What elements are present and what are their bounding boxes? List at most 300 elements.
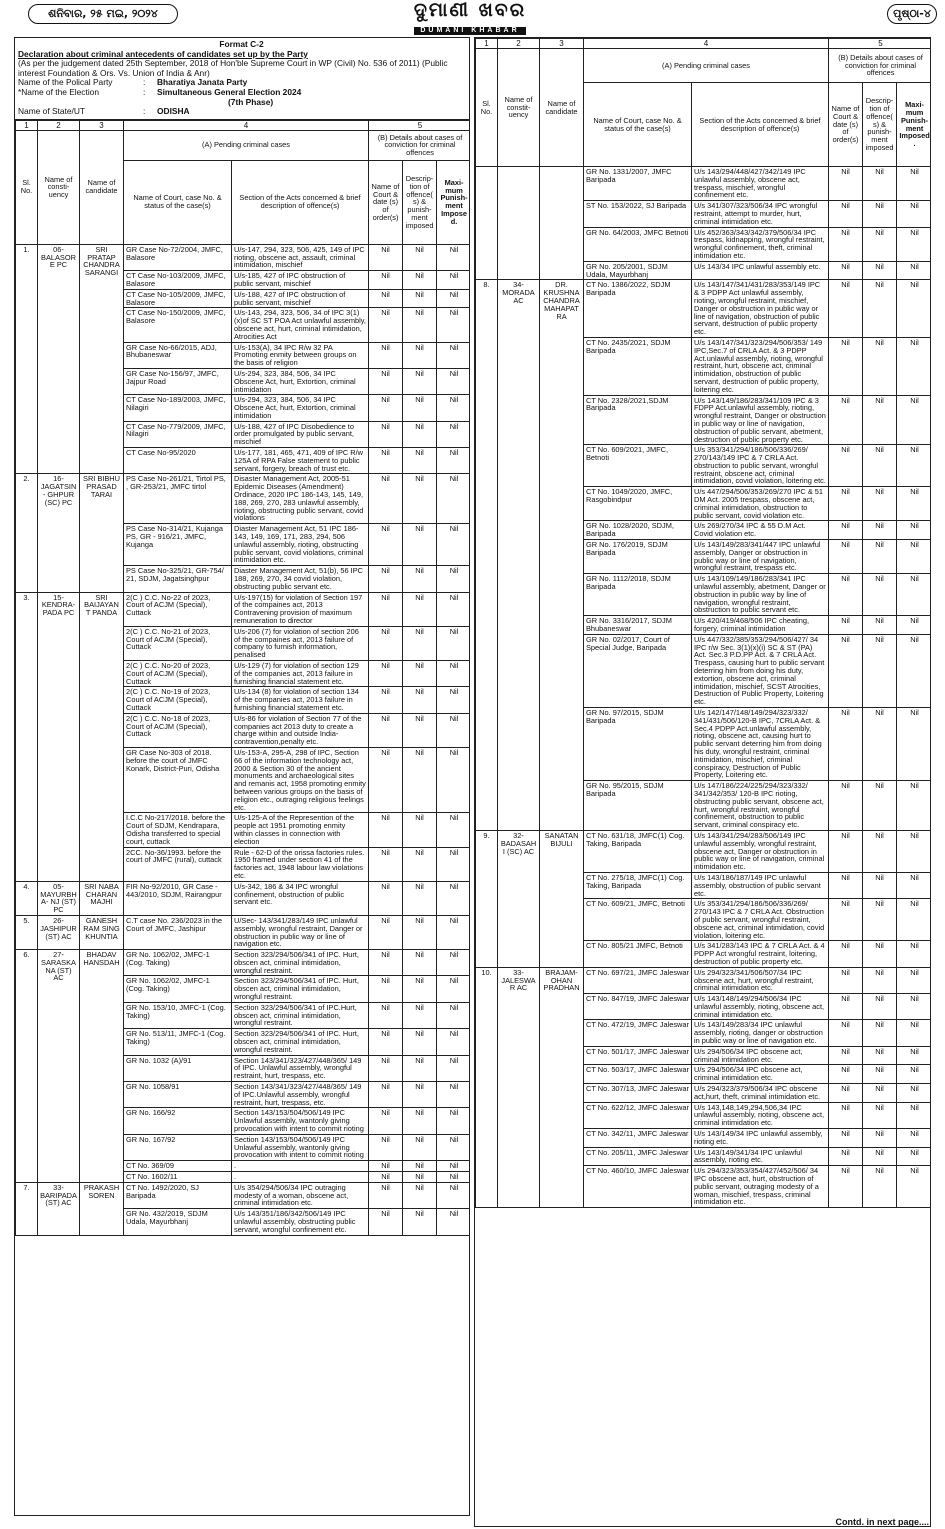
conviction-court: Nil	[369, 474, 403, 524]
conviction-description: Nil	[403, 747, 437, 812]
court-case: GR No. 1032 (A)/91	[124, 1055, 232, 1081]
court-case: 2(C ) C.C. No-20 of 2023, Court of ACJM (Special), Cuttack	[124, 661, 232, 687]
offence-section: U/s 143/294/448/427/342/149 IPC unlawful assembly, obscene act, trespass, mischief, wrongful confinement etc.	[692, 167, 829, 201]
max-punishment: Nil	[437, 308, 470, 342]
court-case: CT Case No-189/2003, JMFC, Nilagiri	[124, 395, 232, 421]
conviction-description: Nil	[403, 448, 437, 474]
conviction-description: Nil	[863, 1065, 897, 1084]
judgement-note: (As per the judgement dated 25th September, 2018 of Hon'ble Supreme Court in WP (Civil) No. 536 of 2011) (Public interest Foundation & Ors. Vs. Union of India & Anr)	[18, 58, 448, 78]
conviction-court: Nil	[369, 1209, 403, 1235]
max-punishment: Nil	[897, 1084, 931, 1103]
max-punishment: Nil	[437, 1182, 470, 1208]
serial-number: 6.	[16, 950, 38, 1183]
court-case: 2(C ) C.C. No-21 of 2023, Court of ACJM (Special), Cuttack	[124, 626, 232, 660]
court-case: CT No. 1602/11	[124, 1172, 232, 1183]
max-punishment: Nil	[897, 616, 931, 635]
max-punishment: Nil	[437, 747, 470, 812]
offence-section: U/s-153-A, 295-A, 298 of IPC, Section 66 of the information technology act, 2000 & Section 30 of the ancient monuments and archaeological sites and remanis act, 1958 promoting enmity between various groups on the basis of religion etc., outraging religious feelings etc.	[232, 747, 369, 812]
conviction-court: Nil	[829, 261, 863, 280]
form-header	[15, 38, 469, 120]
max-punishment: Nil	[897, 1046, 931, 1065]
conviction-court: Nil	[829, 1129, 863, 1148]
offence-section: U/s-342, 186 & 34 IPC wrongful confinement, obstruction of public servant etc.	[232, 881, 369, 915]
max-punishment: Nil	[897, 1065, 931, 1084]
conviction-court: Nil	[829, 521, 863, 540]
max-punishment: Nil	[437, 881, 470, 915]
candidate-name: SRI PRATAP CHANDRA SARANGI	[80, 244, 124, 474]
serial-number	[476, 167, 498, 280]
conviction-description: Nil	[863, 574, 897, 616]
party-colon: :	[143, 77, 146, 88]
offence-section: U/s 269/270/34 IPC & 55 D.M Act. Covid violation etc.	[692, 521, 829, 540]
offence-section: U/s 420/419/468/506 IPC cheating, forgery, criminal intimidation	[692, 616, 829, 635]
offence-section: U/s 143/147/341/431/283/353/149 IPC & 3 PDPP Act unlawful assembly, rioting, wrongful restraint, mischief, Danger or obstruction in public way or line of navigation, obstruction of public servant, destruction of public property etc.	[692, 280, 829, 338]
candidate-name: SANATAN BIJULI	[540, 830, 584, 967]
col-num: 3	[540, 39, 584, 49]
court-case: 2(C ) C.C. No-22 of 2023, Court of ACJM (Special), Cuttack	[124, 592, 232, 626]
header-constituency: Name of consti- uency	[38, 130, 80, 244]
col-num: 1	[476, 39, 498, 49]
conviction-description: Nil	[863, 487, 897, 521]
conviction-court: Nil	[829, 1147, 863, 1166]
max-punishment: Nil	[437, 1134, 470, 1160]
court-case: ST No. 153/2022, SJ Baripada	[584, 201, 692, 227]
offence-section: U/s-294, 323, 384, 506, 34 IPC Obscene Act, hurt, Extortion, criminal intimidation	[232, 395, 369, 421]
conviction-court: Nil	[829, 899, 863, 941]
conviction-court: Nil	[829, 872, 863, 898]
court-case: CT No. 369/09	[124, 1161, 232, 1172]
max-punishment: Nil	[897, 941, 931, 967]
offence-section: U/s 294/323/341/506/507/34 IPC obscene act, hurt, wrongful restraint, criminal intimidation etc.	[692, 967, 829, 993]
court-case: GR No. 1062/02, JMFC-1 (Cog. Taking)	[124, 976, 232, 1002]
conviction-court: Nil	[369, 915, 403, 949]
header-slno: Sl. No.	[16, 130, 38, 244]
offence-section: Section 323/294/506/341 of IPC. Hurt, obscen act, criminal intimidation, wrongful restraint.	[232, 950, 369, 976]
conviction-court: Nil	[829, 1102, 863, 1128]
conviction-court: Nil	[369, 1182, 403, 1208]
newspaper-logo	[310, 0, 630, 34]
conviction-description: Nil	[403, 342, 437, 368]
column-number-row	[476, 39, 932, 49]
conviction-court: Nil	[829, 1166, 863, 1208]
court-case: CT Case No-779/2009, JMFC, Nilagiri	[124, 421, 232, 447]
serial-number: 4.	[16, 881, 38, 915]
conviction-description: Nil	[863, 1166, 897, 1208]
right-table-body	[476, 167, 932, 1208]
offence-section: U/s 143/149/34 IPC unlawful assembly, rioting etc.	[692, 1129, 829, 1148]
max-punishment: Nil	[897, 521, 931, 540]
conviction-description: Nil	[403, 368, 437, 394]
offence-section: U/s-185, 427 of IPC obstruction of public servant, mischief	[232, 271, 369, 290]
court-case: PS Case No-261/21, Tirtol PS, , GR-253/21, JMFC tirtol	[124, 474, 232, 524]
conviction-description: Nil	[403, 271, 437, 290]
offence-section: U/s-129 (7) for violation of section 129 of the companies act, 2013 failure in furnishing financial statement etc.	[232, 661, 369, 687]
left-column	[14, 37, 470, 1516]
conviction-description: Nil	[863, 1102, 897, 1128]
offence-section: .	[232, 1172, 369, 1183]
max-punishment: Nil	[437, 1055, 470, 1081]
offence-section: U/s 143/149/341/34 IPC unlawful assembly, rioting etc.	[692, 1147, 829, 1166]
conviction-court: Nil	[829, 967, 863, 993]
max-punishment: Nil	[437, 448, 470, 474]
max-punishment: Nil	[897, 395, 931, 445]
offence-section: U/s 294/323/353/354/427/452/506/ 34 IPC obscene act, hurt, obstruction of public servant, outraging modesty of a woman, mischief, trespass, criminal intimidation etc.	[692, 1166, 829, 1208]
max-punishment: Nil	[437, 813, 470, 847]
offence-section: Section 143/153/504/506/149 IPC Unlawful assembly, wantonly giving provocation with intent to commit rioting	[232, 1108, 369, 1134]
table-row	[476, 280, 932, 338]
court-case: GR No. 513/11, JMFC-1 (Cog. Taking)	[124, 1029, 232, 1055]
header-court: Name of Court, case No. & status of the case(s)	[124, 160, 232, 244]
max-punishment: Nil	[897, 540, 931, 574]
offence-section: U/s 143/149/283/34 IPC unlawful assembly, rioting, danger or obstruction in public way or line of navigation etc.	[692, 1020, 829, 1046]
max-punishment: Nil	[897, 872, 931, 898]
constituency-name: 34- MORADA AC	[498, 280, 540, 831]
constituency-name: 26- JASHIPUR (ST) AC	[38, 915, 80, 949]
max-punishment: Nil	[437, 1029, 470, 1055]
max-punishment: Nil	[437, 289, 470, 308]
max-punishment: Nil	[437, 1172, 470, 1183]
serial-number: 9.	[476, 830, 498, 967]
conviction-description: Nil	[403, 1108, 437, 1134]
conviction-court: Nil	[369, 566, 403, 592]
conviction-description: Nil	[403, 524, 437, 566]
table-row	[476, 167, 932, 201]
constituency-name: 33- BARIPADA (ST) AC	[38, 1182, 80, 1235]
court-case: C.T case No. 236/2023 in the Court of JMFC, Jashipur	[124, 915, 232, 949]
conviction-description: Nil	[403, 626, 437, 660]
offence-section: U/s 143/186/187/149 IPC unlawful assembly, obstruction of public servant etc.	[692, 872, 829, 898]
logo-subtitle: DUMANI KHABAR	[414, 27, 525, 35]
header-description: Descrip- tion of offence(s) & punish- ment imposed	[863, 83, 897, 167]
offence-section: Section 143/341/323/427/448/365/ 149 of IPC.Unlawful assembly, wrongful restraint, hurt, trespass, etc.	[232, 1082, 369, 1108]
offence-section: Disaster Management Act, 2005-51 Epidemic Diseases (Amendment) Ordinace, 2020 IPC 186-143, 145, 149, 188, 269, 270, 283 unlawful assembly, rioting, obstructing public servant, covid violations	[232, 474, 369, 524]
conviction-description: Nil	[403, 289, 437, 308]
conviction-court: Nil	[369, 881, 403, 915]
conviction-description: Nil	[403, 1161, 437, 1172]
conviction-description: Nil	[403, 713, 437, 747]
conviction-court: Nil	[829, 395, 863, 445]
serial-number: 1.	[16, 244, 38, 474]
court-case: CT No. 622/12, JMFC Jaleswar	[584, 1102, 692, 1128]
court-case: GR No. 1331/2007, JMFC Baripada	[584, 167, 692, 201]
col-num: 5	[829, 39, 931, 49]
table-row	[476, 967, 932, 993]
offence-section: U/s 143/148/149/294/506/34 IPC unlawful assembly, rioting, obscene act, criminal intimidation etc.	[692, 994, 829, 1020]
offence-section: U/s-294, 323, 384, 506, 34 IPC Obscene Act, hurt, Extortion, criminal intimidation	[232, 368, 369, 394]
court-case: 2CC. No-36/1993. before the court of JMFC (rural), cuttack	[124, 847, 232, 881]
conviction-court: Nil	[829, 167, 863, 201]
conviction-court: Nil	[369, 244, 403, 270]
conviction-court: Nil	[829, 781, 863, 831]
offence-section: Section 323/294/506/341 of IPC.Hurt, obscen act, criminal intimidation, wrongful restraint.	[232, 1002, 369, 1028]
max-punishment: Nil	[437, 271, 470, 290]
max-punishment: Nil	[437, 976, 470, 1002]
max-punishment: Nil	[437, 524, 470, 566]
offence-section: U/s-188, 427 of IPC obstruction of public servant, mischief	[232, 289, 369, 308]
offence-section: U/s-177, 181, 465, 471, 409 of IPC R/w 125A of RPA False statement to public servant, forgery, breach of trust etc.	[232, 448, 369, 474]
court-case: GR No. 02/2017, Court of Special Judge, Baripada	[584, 634, 692, 707]
court-case: GR No. 167/92	[124, 1134, 232, 1160]
max-punishment: Nil	[897, 708, 931, 781]
max-punishment: Nil	[437, 1108, 470, 1134]
masthead	[0, 0, 945, 34]
offence-section: U/s-153(A), 34 IPC R/w 32 PA Promoting enmity between groups on the basis of religion	[232, 342, 369, 368]
max-punishment: Nil	[437, 713, 470, 747]
conviction-court: Nil	[369, 713, 403, 747]
conviction-description: Nil	[403, 566, 437, 592]
constituency-name: 33- JALESWAR AC	[498, 967, 540, 1208]
offence-section: U/s-206 (7) for violation of section 206 of the compaines act, 2013 failure of company to furnish information, penalised	[232, 626, 369, 660]
candidate-name: SRI BIBHU PRASAD TARAI	[80, 474, 124, 592]
conviction-description: Nil	[403, 661, 437, 687]
max-punishment: Nil	[437, 661, 470, 687]
conviction-description: Nil	[863, 201, 897, 227]
court-case: GR No. 166/92	[124, 1108, 232, 1134]
conviction-court: Nil	[369, 813, 403, 847]
court-case: GR No. 1062/02, JMFC-1 (Cog. Taking)	[124, 950, 232, 976]
header-court: Name of Court, case No. & status of the case(s)	[584, 83, 692, 167]
conviction-court: Nil	[369, 976, 403, 1002]
left-table	[15, 120, 470, 1236]
constituency-name	[498, 167, 540, 280]
conviction-description: Nil	[863, 261, 897, 280]
court-case: CT Case No-150/2009, JMFC, Balasore	[124, 308, 232, 342]
state-colon: :	[143, 106, 146, 117]
offence-section: U/s-188, 427 of IPC Disobedience to order promulgated by public servant, mischief	[232, 421, 369, 447]
state-value: ODISHA	[157, 106, 190, 117]
constituency-name: 32- BADASAHI (SC) AC	[498, 830, 540, 967]
max-punishment: Nil	[437, 1002, 470, 1028]
max-punishment: Nil	[897, 574, 931, 616]
max-punishment: Nil	[897, 967, 931, 993]
court-case: CT No. 697/21, JMFC Jaleswar	[584, 967, 692, 993]
page-number: ପୃଷ୍ଠା-୪	[887, 4, 937, 24]
conviction-court: Nil	[369, 421, 403, 447]
offence-section: U/s 447/332/385/353/294/506/427/ 34 IPC r/w Sec. 3(1)(x)(i) SC & ST (PA) Act. Sec.3 P.D.PP Act. & 7 CRLA Act. Trespass, causing hurt to public servant deterring him from doing his duty, extortion, obscene act, criminal intimidation, mischief, SCST Atrocities, Destruction of Public Property, Loitering etc.	[692, 634, 829, 707]
header-pending: (A) Pending criminal cases	[584, 49, 829, 83]
court-case: CT Case No-95/2020	[124, 448, 232, 474]
conviction-description: Nil	[403, 395, 437, 421]
header-court-date: Name of Court & date (s) of order(s)	[369, 160, 403, 244]
conviction-court: Nil	[369, 524, 403, 566]
offence-section: Diaster Management Act, 51 IPC 186-143, 149, 169, 171, 283, 294, 506 unlawful assembly, rioting, obstructing public servant, covid violations, criminal intimidation etc.	[232, 524, 369, 566]
max-punishment: Nil	[437, 244, 470, 270]
conviction-court: Nil	[369, 1134, 403, 1160]
serial-number: 10.	[476, 967, 498, 1208]
conviction-description: Nil	[403, 421, 437, 447]
header-constituency: Name of constit- uency	[498, 49, 540, 167]
court-case: CT No. 1492/2020, SJ Baripada	[124, 1182, 232, 1208]
candidate-name: SRI NABA CHARAN MAJHI	[80, 881, 124, 915]
max-punishment: Nil	[437, 566, 470, 592]
conviction-court: Nil	[369, 1172, 403, 1183]
max-punishment: Nil	[897, 167, 931, 201]
table-row	[16, 950, 471, 976]
court-case: 2(C ) C.C. No-18 of 2023, Court of ACJM (Special), Cuttack	[124, 713, 232, 747]
court-case: CT No. 501/17, JMFC Jaleswar	[584, 1046, 692, 1065]
conviction-description: Nil	[863, 830, 897, 872]
offence-section: U/s 447/294/506/353/269/270 IPC & 51 DM Act. 2005 trespass, obscene act, criminal intimidation, obstruction to public servant, covid violation etc.	[692, 487, 829, 521]
offence-section: U/s 294/506/34 IPC obscene act, criminal intimidation etc.	[692, 1065, 829, 1084]
party-value: Bharatiya Janata Party	[157, 77, 248, 88]
header-section: Section of the Acts concerned & brief description of offence(s)	[232, 160, 369, 244]
header-conviction: (B) Details about cases of conviction for criminal offences	[369, 130, 470, 160]
conviction-description: Nil	[403, 1029, 437, 1055]
conviction-court: Nil	[369, 1055, 403, 1081]
court-case: CT Case No-105/2009, JMFC, Balasore	[124, 289, 232, 308]
continued-note: Contd. in next page....	[835, 1517, 929, 1527]
conviction-court: Nil	[829, 1065, 863, 1084]
court-case: GR No. 205/2001, SDJM Udala, Mayurbhanj	[584, 261, 692, 280]
conviction-description: Nil	[403, 1134, 437, 1160]
candidate-name: BRAJAM- OHAN PRADHAN	[540, 967, 584, 1208]
court-case: GR No. 95/2015, SDJM Baripada	[584, 781, 692, 831]
conviction-description: Nil	[403, 1182, 437, 1208]
table-row	[16, 244, 471, 270]
conviction-court: Nil	[829, 1046, 863, 1065]
conviction-description: Nil	[403, 1172, 437, 1183]
conviction-court: Nil	[829, 280, 863, 338]
left-table-header	[16, 120, 471, 244]
conviction-description: Nil	[863, 1020, 897, 1046]
max-punishment: Nil	[897, 227, 931, 261]
court-case: GR No. 1058/91	[124, 1082, 232, 1108]
conviction-court: Nil	[829, 201, 863, 227]
constituency-name: 16- JAGATSIN- GHPUR (SC) PC	[38, 474, 80, 592]
declaration-title: Declaration about criminal antecedents of candidates set up by the Party	[18, 48, 308, 59]
offence-section: U/s-134 (8) for violation of section 134 of the companies act, 2013 failure in furnishing financial statement etc.	[232, 687, 369, 713]
state-row	[18, 107, 465, 117]
candidate-name: BHADAV HANSDAH	[80, 950, 124, 1183]
conviction-description: Nil	[863, 1084, 897, 1103]
right-column	[474, 37, 931, 1527]
offence-section: Section 143/153/504/506/149 IPC Unlawful assembly, wantonly giving provocation with intent to commit rioting	[232, 1134, 369, 1160]
offence-section: U/s-143, 294, 323, 506, 34 of IPC 3(1)(x)of SC ST POA Act unlawful assembly, obscene act, hurt, criminal intimidation, Atrocities Act	[232, 308, 369, 342]
max-punishment: Nil	[897, 487, 931, 521]
conviction-court: Nil	[829, 445, 863, 487]
conviction-court: Nil	[369, 1029, 403, 1055]
court-case: I.C.C No-217/2018. before the Court of SDJM, Kendrapara, Odisha transferred to special court, cuttack	[124, 813, 232, 847]
court-case: GR No. 176/2019, SDJM Baripada	[584, 540, 692, 574]
conviction-court: Nil	[829, 941, 863, 967]
court-case: GR No. 97/2015, SDJM Baripada	[584, 708, 692, 781]
max-punishment: Nil	[437, 1209, 470, 1235]
max-punishment: Nil	[897, 994, 931, 1020]
max-punishment: Nil	[897, 1147, 931, 1166]
offence-section: U/s 294/506/34 IPC obscene act, criminal intimidation etc.	[692, 1046, 829, 1065]
conviction-description: Nil	[863, 941, 897, 967]
max-punishment: Nil	[437, 368, 470, 394]
court-case: CT No. 472/19, JMFC Jaleswar	[584, 1020, 692, 1046]
conviction-court: Nil	[369, 661, 403, 687]
max-punishment: Nil	[897, 1129, 931, 1148]
conviction-court: Nil	[369, 271, 403, 290]
conviction-court: Nil	[369, 395, 403, 421]
conviction-description: Nil	[863, 1129, 897, 1148]
header-max-punishment: Maxi- mum Punish- ment Imposed.	[897, 83, 931, 167]
max-punishment: Nil	[437, 847, 470, 881]
candidate-name: SRI BAIJAYANT PANDA	[80, 592, 124, 881]
max-punishment: Nil	[897, 261, 931, 280]
header-conviction: (B) Details about cases of conviction for criminal offences	[829, 49, 931, 83]
max-punishment: Nil	[897, 1166, 931, 1208]
conviction-court: Nil	[369, 1082, 403, 1108]
max-punishment: Nil	[437, 342, 470, 368]
table-row	[16, 915, 471, 949]
offence-section: U/s 354/294/506/34 IPC outraging modesty of a woman, obscene act, criminal intimidation etc.	[232, 1182, 369, 1208]
court-case: GR Case No-303 of 2018. before the court of JMFC Konark, District-Puri, Odisha	[124, 747, 232, 812]
conviction-description: Nil	[403, 976, 437, 1002]
col-num: 1	[16, 120, 38, 130]
header-pending: (A) Pending criminal cases	[124, 130, 369, 160]
max-punishment: Nil	[897, 337, 931, 395]
court-case: PS Case No-325/21, GR-754/ 21, SDJM, Jagatsinghpur	[124, 566, 232, 592]
court-case: CT No. 275/18, JMFC(1) Cog. Taking, Baripada	[584, 872, 692, 898]
court-case: CT No. 205/11, JMFC Jaleswar	[584, 1147, 692, 1166]
header-section: Section of the Acts concerned & brief description of offence(s)	[692, 83, 829, 167]
table-row	[16, 1182, 471, 1208]
court-case: GR No. 1112/2018, SDJM Baripada	[584, 574, 692, 616]
offence-section: U/s 353/341/294/186/506/336/269/ 270/143 IPC & 7 CRLA Act. Obstruction of public servant, wrongful restraint, obscene act, criminal intimidation, covid violation, loitering etc.	[692, 899, 829, 941]
conviction-description: Nil	[863, 395, 897, 445]
header-row-1	[16, 130, 471, 160]
offence-section: U/s 143/34 IPC unlawful assembly etc.	[692, 261, 829, 280]
logo-text: ଦୁମାଣୀ ଖବର	[413, 0, 527, 21]
max-punishment: Nil	[897, 899, 931, 941]
conviction-description: Nil	[403, 308, 437, 342]
court-case: CT No. 503/17, JMFC Jaleswar	[584, 1065, 692, 1084]
conviction-description: Nil	[863, 616, 897, 635]
offence-section: U/Sec- 143/341/283/149 IPC unlawful assembly, wrongful restraint, Danger or obstruction in public way or line of navigation etc.	[232, 915, 369, 949]
conviction-court: Nil	[369, 342, 403, 368]
offence-section: .	[232, 1161, 369, 1172]
candidate-name	[540, 167, 584, 280]
conviction-court: Nil	[829, 337, 863, 395]
court-case: CT No. 847/19, JMFC Jaleswar	[584, 994, 692, 1020]
table-row	[16, 881, 471, 915]
court-case: GR Case No-72/2004, JMFC, Balasore	[124, 244, 232, 270]
conviction-description: Nil	[863, 781, 897, 831]
header-row-1	[476, 49, 932, 83]
max-punishment: Nil	[437, 950, 470, 976]
conviction-description: Nil	[863, 967, 897, 993]
col-num: 2	[498, 39, 540, 49]
right-table	[475, 38, 931, 1208]
serial-number: 7.	[16, 1182, 38, 1235]
conviction-court: Nil	[369, 308, 403, 342]
offence-section: Rule - 62-D of the orissa factories rules. 1950 framed under section 41 of the factories act, 1948 labour law violations etc.	[232, 847, 369, 881]
serial-number: 5.	[16, 915, 38, 949]
right-table-header	[476, 39, 932, 167]
max-punishment: Nil	[897, 634, 931, 707]
conviction-description: Nil	[863, 540, 897, 574]
court-case: GR No. 432/2019, SDJM Udala, Mayurbhanj	[124, 1209, 232, 1235]
conviction-description: Nil	[863, 994, 897, 1020]
conviction-court: Nil	[829, 1084, 863, 1103]
conviction-court: Nil	[829, 574, 863, 616]
max-punishment: Nil	[437, 592, 470, 626]
header-slno: Sl. No.	[476, 49, 498, 167]
conviction-description: Nil	[863, 280, 897, 338]
conviction-court: Nil	[829, 994, 863, 1020]
election-colon: :	[143, 86, 146, 97]
col-num: 4	[124, 120, 369, 130]
offence-section: U/s 143/149/186/283/341/109 IPC & 3 FDPP Act.unlawful assembly, rioting, wrongful restraint, Danger or obstruction in public way or line of navigation, obstruction of public servant, abetment, destruction of public property etc.	[692, 395, 829, 445]
court-case: GR No. 3316/2017, SDJM Bhubaneswar	[584, 616, 692, 635]
conviction-court: Nil	[369, 626, 403, 660]
conviction-description: Nil	[403, 813, 437, 847]
conviction-description: Nil	[403, 244, 437, 270]
